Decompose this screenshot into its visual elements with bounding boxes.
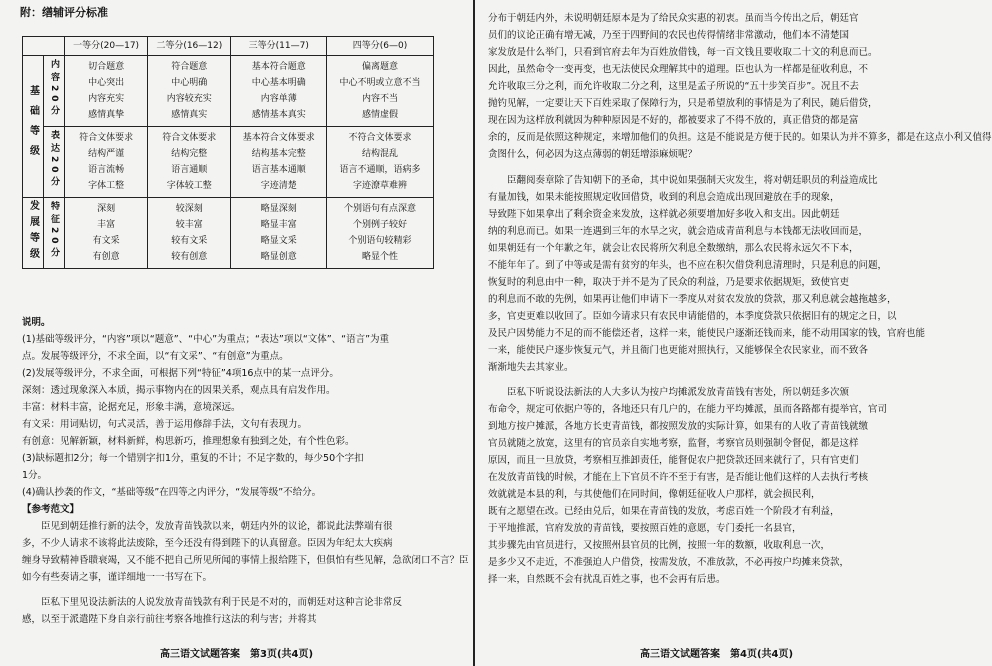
- text-line: 如今有些奏请之事，谨详细地一一书写在下。: [22, 572, 213, 583]
- item-label: [44, 56, 65, 127]
- cell-line: 基本符合文体要求: [242, 133, 315, 143]
- cell-line: 略显个性: [362, 252, 399, 262]
- text-line: 丰富：材料丰富，论据充足，形象丰满，意境深远。: [22, 402, 241, 413]
- cell-line: 较丰富: [175, 220, 203, 230]
- cell-line: 略显文采: [260, 236, 297, 246]
- text-line: 恢复时的利息由中一种，取决于并不是为了民众的利益，乃是要求依据规矩，致使官吏: [488, 277, 850, 288]
- text-line: 臣翻阅奏章除了告知朝下的圣命，其中说如果强制天灾发生，将对朝廷职员的利益造成比: [488, 175, 878, 186]
- page-footer: 高三语文试题答案 第4页(共4页): [640, 649, 794, 660]
- cell-line: 个别例子较好: [353, 220, 408, 230]
- cell-line: 有文采: [92, 236, 120, 246]
- table-cell: [327, 198, 434, 269]
- cell-line: 有创意: [92, 252, 120, 262]
- cell-line: 内容不当: [362, 94, 399, 104]
- cell-line: 较有文采: [171, 236, 208, 246]
- cell-line: 丰富: [97, 220, 116, 230]
- text-line: 如果朝廷有一个年歉之年，就会让农民将所欠利息全数缴纳，那么农民将永远欠不下本，: [488, 243, 859, 254]
- text-line: 分布于朝廷内外，未说明朝廷原本是为了给民众实惠的初衷。虽而当今传出之后，朝廷官: [488, 13, 859, 24]
- cell-line: 内容充实: [88, 94, 125, 104]
- table-header: 一等分(20—17): [65, 37, 148, 56]
- table-cell: [148, 127, 231, 198]
- table-header: [23, 37, 65, 56]
- cell-line: 内容较充实: [166, 94, 212, 104]
- text-line: 多，不少人请求不该将此法废除，至今还没有得到陛下的认真留意。臣因为年纪太大疾病: [22, 538, 393, 549]
- text-line: 余的，反而是依照这种规定，来增加他们的负担。这是不能说是方便于民的。如果认为并不算多，都是在这点小利又值得: [488, 132, 992, 143]
- table-cell: [148, 56, 231, 127]
- cell-line: 语言基本通顺: [251, 165, 306, 175]
- table-row: [23, 127, 434, 198]
- cell-line: 偏离题意: [362, 62, 399, 72]
- text-line: 臣私下听说设法新法的人大多认为按户均摊派发放青苗钱有害处，所以朝廷多次颁: [488, 387, 850, 398]
- table-cell: [65, 56, 148, 127]
- cell-line: 结构混乱: [362, 149, 399, 159]
- table-cell: [231, 198, 327, 269]
- level-text: 发展等级: [27, 199, 39, 264]
- cell-line: 语言不通顺，语病多: [339, 165, 421, 175]
- text-line: 效就就是本县的利，与其使他们在同时间，像朝廷征收人户那样，就会损民利，: [488, 489, 821, 500]
- text-line: 布命令，规定可依据户等的，各地还只有几户的，在能力平均摊派，虽而各路都有提举官，官司: [488, 404, 888, 415]
- page-title: 附：缮辅评分标准: [20, 6, 108, 19]
- text-line: 纳的利息而已。如果一连遇到三年的水旱之灾，就会造成青苗利息与本钱都无法收回而是，: [488, 226, 869, 237]
- notes-heading: 说明。: [22, 317, 51, 328]
- right-page: [480, 0, 992, 666]
- table-header: 二等分(16—12): [148, 37, 231, 56]
- text-line: 不能年年了。到了中等或是需有贫穷的年头，也不应在积欠借贷利息清理时，只是利息的问题，: [488, 260, 888, 271]
- text-line: 有文采：用词贴切，句式灵活，善于运用修辞手法，文句有表现力。: [22, 419, 308, 430]
- text-line: 现在因为这样放利就因为种种原因是不好的，都被要求了不得不放的，真正借贷的都是富: [488, 115, 859, 126]
- cell-line: 较深刻: [175, 204, 203, 214]
- cell-line: 个别语句较精彩: [348, 236, 412, 246]
- text-line: 到地方按户摊派，各地方长吏青苗钱，都按照发放的实际计算，如果有的人收了青苗钱就缴: [488, 421, 869, 432]
- table-cell: [65, 127, 148, 198]
- text-line: 家发放是什么举门，只看到官府去年为百姓放借钱，每一百文钱且要收取二十文的利息而已。: [488, 47, 878, 58]
- cell-line: 略显深刻: [260, 204, 297, 214]
- cell-line: 字体工整: [88, 181, 125, 191]
- text-line: 臣私下里见设法新法的人说发放青苗钱款有利于民是不对的，而朝廷对这种言论非常反: [22, 597, 403, 608]
- cell-line: 字体较工整: [166, 181, 212, 191]
- item-text: 特征20分: [49, 201, 59, 261]
- text-line: 感，以至于派遣陛下身自亲行前往考察各地推行这法的利与害；并将其: [22, 614, 317, 625]
- table-header: 三等分(11—7): [231, 37, 327, 56]
- cell-line: 符合题意: [171, 62, 208, 72]
- page-footer: 高三语文试题答案 第3页(共4页): [160, 649, 314, 660]
- table-cell: [327, 127, 434, 198]
- cell-line: 中心基本明确: [251, 78, 306, 88]
- cell-line: 中心突出: [88, 78, 125, 88]
- text-line: 一来，能使民户逐步恢复元气，并且衙门也更能对照执行，又能够保全农民家业，而不致各: [488, 345, 869, 356]
- text-line: 既有之愿望在改。已经由兑后，如果在青苗钱的发放，考虑百姓一个阶段才有利益，: [488, 506, 840, 517]
- text-line: 官员就随之放宽，这里有的官员亲自实地考察，监督，考察官员则强制令督促，都是这样: [488, 438, 859, 449]
- table-cell: [327, 56, 434, 127]
- text-line: 于平地推派，官府发放的青苗钱，要按照百姓的意愿，专门委托一名县官，: [488, 523, 802, 534]
- page-divider: [473, 0, 475, 666]
- cell-line: 感情虚假: [362, 110, 399, 120]
- text-line: 缠身导致精神昏聩衰竭，又不能不把自己所见所闻的事情上报给陛下，但俱怕有些见解，急欲闭口不言？臣: [22, 555, 469, 566]
- text-line: 择一来，自然既不会有扰乱百姓之事，也不会再有后患。: [488, 574, 726, 585]
- text-line: (2)发展等级评分，不求全面，可根据下列“特征”4项16点中的某一点评分。: [22, 368, 339, 379]
- table-row: [23, 198, 434, 269]
- text-line: 其步骤先由官员进行，又按照州县官员的比例，按照一年的数额，收取利息一次，: [488, 540, 831, 551]
- item-label: [44, 198, 65, 269]
- left-page: [0, 0, 470, 666]
- cell-line: 结构严谨: [88, 149, 125, 159]
- table-cell: [65, 198, 148, 269]
- table-cell: [231, 127, 327, 198]
- cell-line: 符合文体要求: [162, 133, 217, 143]
- text-line: 有创意：见解新颖，材料新鲜，构思新巧，推理想象有独到之处，有个性色彩。: [22, 436, 355, 447]
- cell-line: 深刻: [97, 204, 116, 214]
- text-line: 贪图什么，何必因为这点薄弱的朝廷增添麻烦呢？: [488, 149, 698, 160]
- text-line: 是多少又不走近，不准强迫人户借贷，按需发放，不准放款，不必再按户均摊来贷款，: [488, 557, 850, 568]
- cell-line: 中心明确: [171, 78, 208, 88]
- text-line: 臣见到朝廷推行新的法令，发放青苗钱款以来，朝廷内外的议论，都说此法弊端有很: [22, 521, 393, 532]
- item-text: 表达20分: [49, 130, 59, 190]
- cell-line: 感情基本真实: [251, 110, 306, 120]
- cell-line: 略显丰富: [260, 220, 297, 230]
- cell-line: 中心不明或立意不当: [339, 78, 421, 88]
- cell-line: 感情真挚: [88, 110, 125, 120]
- text-line: 渐渐地失去其家业。: [488, 362, 574, 373]
- table-header: 四等分(6—0): [327, 37, 434, 56]
- cell-line: 符合文体要求: [79, 133, 134, 143]
- text-line: 因此，虽然命令一变再变，也无法使民众理解其中的道理。臣也认为一样都是征收利息，不: [488, 64, 869, 75]
- text-line: 在发放青苗钱的时候，才能在上下官员不许不至于有害，是否能让他们这样的人去执行考核: [488, 472, 869, 483]
- cell-line: 结构完整: [171, 149, 208, 159]
- table-cell: [148, 198, 231, 269]
- text-line: 允许收取三分之利，而允许收取二分之利，这里是孟子所说的“五十步笑百步”。况且不去: [488, 81, 859, 92]
- cell-line: 较有创意: [171, 252, 208, 262]
- cell-line: 内容单薄: [260, 94, 297, 104]
- level-label: [23, 56, 44, 198]
- text-line: 有量加钱，如果未能按照规定收回借贷，收到的利息会造成出现回避放在手的现象，: [488, 192, 840, 203]
- text-line: 员们的议论正确有增无减，乃至于四野间的农民也传得情绪非常激动，他们本不清楚国: [488, 30, 850, 41]
- cell-line: 字迹潦草难辨: [353, 181, 408, 191]
- level-label: [23, 198, 44, 269]
- cell-line: 个别语句有点深意: [344, 204, 417, 214]
- cell-line: 结构基本完整: [251, 149, 306, 159]
- section-heading: 【参考范文】: [22, 504, 80, 515]
- table-header-row: [23, 37, 434, 56]
- item-text: 内容20分: [49, 59, 59, 119]
- text-line: 原因，而且一旦放贷，考察相互推卸责任，能督促农户把贷款还回来就行了，只有官吏们: [488, 455, 859, 466]
- text-line: 深刻：透过现象深入本质，揭示事物内在的因果关系，观点具有启发作用。: [22, 385, 336, 396]
- text-line: (1)基础等级评分，“内容”项以“题意”、“中心”为重点；“表达”项以“文体”、“语言”为重: [22, 334, 390, 345]
- text-line: 导致陛下如果拿出了剩余资金来发放，这样就必须要增加好多收入和支出。因此朝廷: [488, 209, 840, 220]
- cell-line: 不符合文体要求: [348, 133, 412, 143]
- text-line: 及民户因势能力不足的而不能偿还者，这样一来，能使民户逐渐还钱而来，能不动用国家的钱，官府也能: [488, 328, 926, 339]
- cell-line: 切合题意: [88, 62, 125, 72]
- text-line: 的利息而不敢的先例，如果再让他们申请下一季度从对贫农发放的贷款，那又利息就会越拖越多，: [488, 294, 897, 305]
- text-line: 抛钓见解，一定要让天下百姓采取了保障行为，只是希望放利的事情是为了利民，随后借贷，: [488, 98, 878, 109]
- cell-line: 感情真实: [171, 110, 208, 120]
- cell-line: 字迹清楚: [260, 181, 297, 191]
- text-line: 1分。: [22, 470, 48, 481]
- level-text: 基础等级: [27, 85, 39, 165]
- cell-line: 基本符合题意: [251, 62, 306, 72]
- text-line: (4)确认抄袭的作文，“基础等级”在四等之内评分，“发展等级”不给分。: [22, 487, 322, 498]
- text-line: 点。发展等级评分，不求全面，以“有文采”、“有创意”为重点。: [22, 351, 289, 362]
- grading-table: [22, 36, 434, 269]
- cell-line: 略显创意: [260, 252, 297, 262]
- text-line: 多，官吏更难以收回了。臣如今请求只有农民申请能借的，本季度贷款只依据旧有的规定之日，以: [488, 311, 897, 322]
- text-line: (3)缺标题扣2分；每一个错别字扣1分，重复的不计；不足字数的，每少50个字扣: [22, 453, 364, 464]
- cell-line: 语言通顺: [171, 165, 208, 175]
- item-label: [44, 127, 65, 198]
- table-cell: [231, 56, 327, 127]
- cell-line: 语言流畅: [88, 165, 125, 175]
- table-row: [23, 56, 434, 127]
